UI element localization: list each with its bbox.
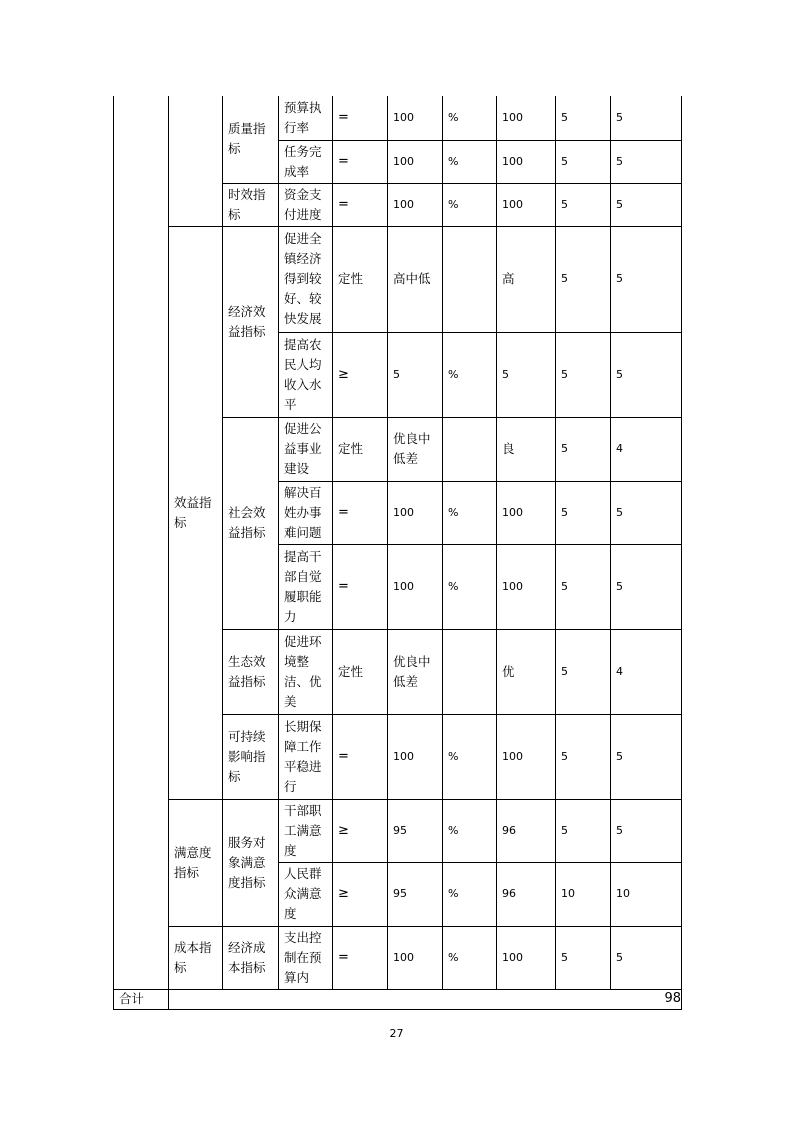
actual-value-cell: 96 xyxy=(497,799,556,862)
indicator-name-cell: 任务完 成率 xyxy=(279,140,333,183)
indicator-name-cell: 资金支 付进度 xyxy=(279,183,333,226)
unit-cell: % xyxy=(443,140,497,183)
operator-cell: = xyxy=(333,544,388,629)
score-cell: 5 xyxy=(611,183,682,226)
weight-cell: 10 xyxy=(556,862,611,926)
actual-value-cell: 100 xyxy=(497,544,556,629)
actual-value-cell: 100 xyxy=(497,96,556,140)
operator-cell: = xyxy=(333,183,388,226)
indicator-name-cell: 促进全 镇经济 得到较 好、较 快发展 xyxy=(279,226,333,332)
unit-cell: % xyxy=(443,862,497,926)
unit-cell: % xyxy=(443,96,497,140)
weight-cell: 5 xyxy=(556,417,611,481)
actual-value-cell: 高 xyxy=(497,226,556,332)
level1-indicator-cell xyxy=(114,96,169,989)
level3-indicator-cell: 时效指 标 xyxy=(223,183,279,226)
level3-indicator-cell: 服务对 象满意 度指标 xyxy=(223,799,279,926)
weight-cell: 5 xyxy=(556,96,611,140)
level3-indicator-cell: 生态效 益指标 xyxy=(223,629,279,714)
target-value-cell: 100 xyxy=(388,926,443,989)
unit-cell: % xyxy=(443,799,497,862)
total-label-cell: 合计 xyxy=(114,989,169,1009)
actual-value-cell: 100 xyxy=(497,926,556,989)
score-cell: 5 xyxy=(611,926,682,989)
level3-indicator-cell: 经济成 本指标 xyxy=(223,926,279,989)
unit-cell: % xyxy=(443,714,497,799)
indicator-name-cell: 促进公 益事业 建设 xyxy=(279,417,333,481)
score-cell: 5 xyxy=(611,544,682,629)
actual-value-cell: 优 xyxy=(497,629,556,714)
target-value-cell: 优良中 低差 xyxy=(388,417,443,481)
level3-indicator-cell: 质量指 标 xyxy=(223,96,279,183)
target-value-cell: 高中低 xyxy=(388,226,443,332)
target-value-cell: 95 xyxy=(388,799,443,862)
weight-cell: 5 xyxy=(556,183,611,226)
unit-cell: % xyxy=(443,481,497,544)
target-value-cell: 100 xyxy=(388,544,443,629)
indicator-name-cell: 预算执 行率 xyxy=(279,96,333,140)
level2-indicator-cell: 效益指 标 xyxy=(169,226,223,799)
actual-value-cell: 良 xyxy=(497,417,556,481)
unit-cell xyxy=(443,417,497,481)
operator-cell: = xyxy=(333,140,388,183)
performance-indicator-table xyxy=(113,96,682,1010)
target-value-cell: 95 xyxy=(388,862,443,926)
indicator-name-cell: 长期保 障工作 平稳进 行 xyxy=(279,714,333,799)
score-cell: 5 xyxy=(611,481,682,544)
level3-indicator-cell: 可持续 影响指 标 xyxy=(223,714,279,799)
indicator-name-cell: 人民群 众满意 度 xyxy=(279,862,333,926)
operator-cell: ≥ xyxy=(333,799,388,862)
weight-cell: 5 xyxy=(556,481,611,544)
table-row xyxy=(114,926,682,989)
operator-cell: 定性 xyxy=(333,226,388,332)
score-cell: 5 xyxy=(611,799,682,862)
level3-indicator-cell: 经济效 益指标 xyxy=(223,226,279,417)
score-cell: 10 xyxy=(611,862,682,926)
operator-cell: 定性 xyxy=(333,629,388,714)
unit-cell xyxy=(443,629,497,714)
target-value-cell: 100 xyxy=(388,96,443,140)
score-cell: 4 xyxy=(611,417,682,481)
target-value-cell: 100 xyxy=(388,481,443,544)
operator-cell: = xyxy=(333,926,388,989)
level2-indicator-cell: 满意度 指标 xyxy=(169,799,223,926)
total-score-cell: 98 xyxy=(169,989,682,1009)
table-row xyxy=(114,96,682,140)
unit-cell: % xyxy=(443,544,497,629)
level3-indicator-cell: 社会效 益指标 xyxy=(223,417,279,629)
actual-value-cell: 100 xyxy=(497,183,556,226)
score-cell: 5 xyxy=(611,140,682,183)
unit-cell xyxy=(443,226,497,332)
operator-cell: ≥ xyxy=(333,332,388,417)
weight-cell: 5 xyxy=(556,226,611,332)
level2-indicator-cell xyxy=(169,96,223,226)
score-cell: 5 xyxy=(611,96,682,140)
weight-cell: 5 xyxy=(556,926,611,989)
unit-cell: % xyxy=(443,926,497,989)
actual-value-cell: 100 xyxy=(497,481,556,544)
weight-cell: 5 xyxy=(556,714,611,799)
weight-cell: 5 xyxy=(556,799,611,862)
target-value-cell: 100 xyxy=(388,183,443,226)
level2-indicator-cell: 成本指 标 xyxy=(169,926,223,989)
weight-cell: 5 xyxy=(556,332,611,417)
weight-cell: 5 xyxy=(556,140,611,183)
score-cell: 5 xyxy=(611,226,682,332)
operator-cell: 定性 xyxy=(333,417,388,481)
indicator-name-cell: 提高农 民人均 收入水 平 xyxy=(279,332,333,417)
actual-value-cell: 100 xyxy=(497,714,556,799)
target-value-cell: 5 xyxy=(388,332,443,417)
indicator-name-cell: 促进环 境整 洁、优 美 xyxy=(279,629,333,714)
unit-cell: % xyxy=(443,183,497,226)
table-row xyxy=(114,226,682,332)
page-number: 27 xyxy=(389,1027,404,1040)
operator-cell: = xyxy=(333,96,388,140)
actual-value-cell: 96 xyxy=(497,862,556,926)
unit-cell: % xyxy=(443,332,497,417)
table-row xyxy=(114,799,682,862)
score-cell: 4 xyxy=(611,629,682,714)
indicator-name-cell: 提高干 部自觉 履职能 力 xyxy=(279,544,333,629)
indicator-name-cell: 干部职 工满意 度 xyxy=(279,799,333,862)
target-value-cell: 100 xyxy=(388,714,443,799)
indicator-name-cell: 支出控 制在预 算内 xyxy=(279,926,333,989)
actual-value-cell: 100 xyxy=(497,140,556,183)
operator-cell: = xyxy=(333,714,388,799)
operator-cell: ≥ xyxy=(333,862,388,926)
score-cell: 5 xyxy=(611,714,682,799)
target-value-cell: 优良中 低差 xyxy=(388,629,443,714)
actual-value-cell: 5 xyxy=(497,332,556,417)
indicator-name-cell: 解决百 姓办事 难问题 xyxy=(279,481,333,544)
target-value-cell: 100 xyxy=(388,140,443,183)
score-cell: 5 xyxy=(611,332,682,417)
weight-cell: 5 xyxy=(556,544,611,629)
weight-cell: 5 xyxy=(556,629,611,714)
operator-cell: = xyxy=(333,481,388,544)
total-row xyxy=(114,989,682,1009)
